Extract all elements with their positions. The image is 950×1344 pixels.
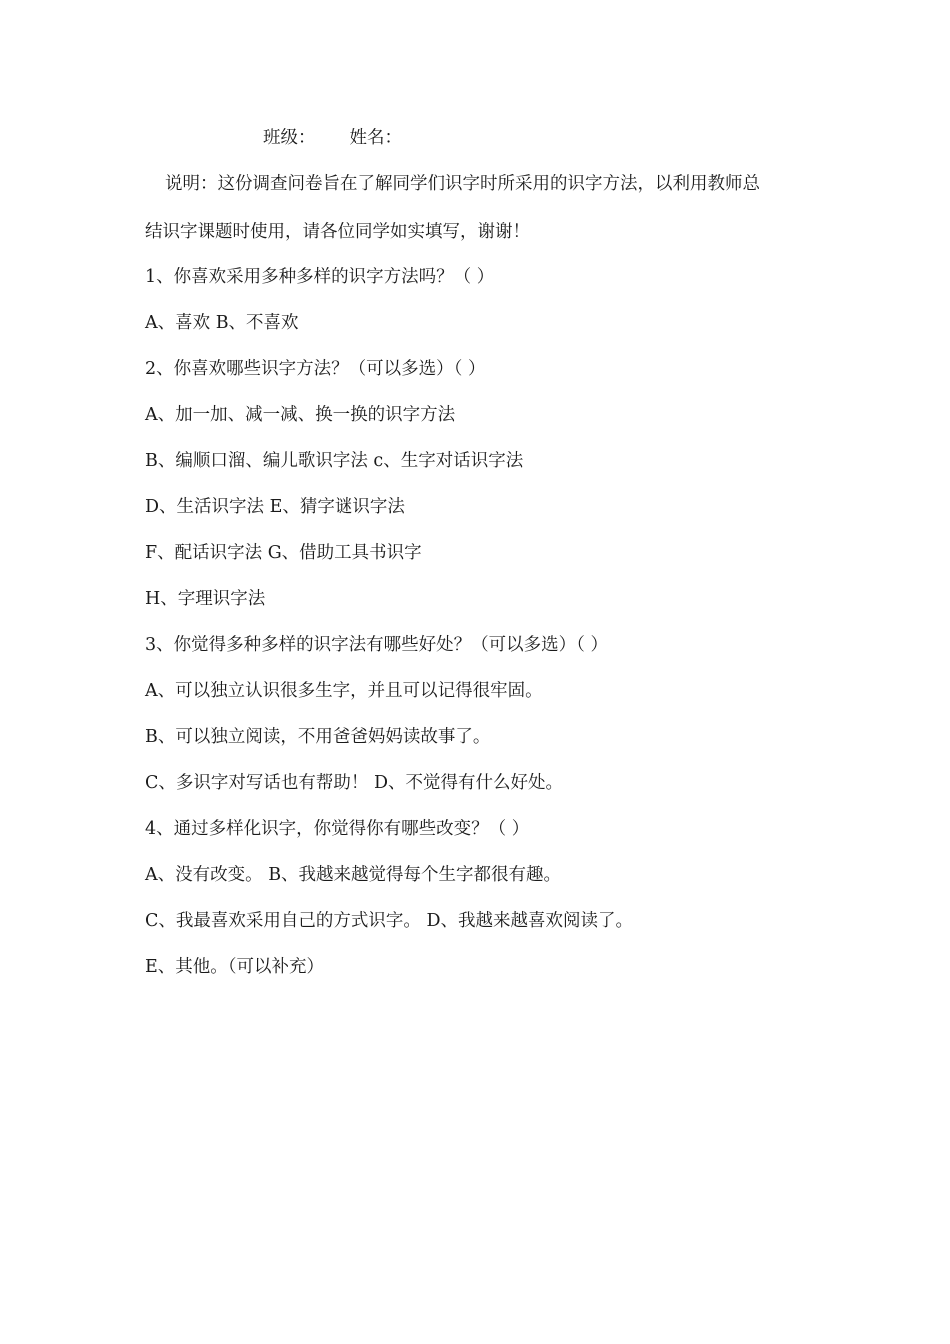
name-label: 姓名： [349,128,402,148]
question-4: 4、通过多样化识字，你觉得你有哪些改变？（ ） [145,819,530,839]
question-1: 1、你喜欢采用多种多样的识字方法吗？（ ） [145,267,495,287]
q2-option-line: F、配话识字法 G、借助工具书识字 [145,543,422,563]
q2-option-line: B、编顺口溜、编儿歌识字法 c、生字对话识字法 [145,451,524,471]
q1-option-line: A、喜欢 B、不喜欢 [145,313,299,333]
q2-option-line: D、生活识字法 E、猜字谜识字法 [145,497,405,517]
q4-option-line: A、没有改变。 B、我越来越觉得每个生字都很有趣。 [145,865,562,885]
class-label: 班级： [263,128,316,148]
intro-line-2: 结识字课题时使用，请各位同学如实填写，谢谢！ [145,222,530,242]
q4-option-line: C、我最喜欢采用自己的方式识字。 D、我越来越喜欢阅读了。 [145,911,633,931]
q3-option-line: C、多识字对写话也有帮助！ D、不觉得有什么好处。 [145,773,563,793]
intro-line-1: 说明：这份调查问卷旨在了解同学们识字时所采用的识字方法，以利用教师总 [165,174,760,194]
q4-option-line: E、其他。（可以补充） [145,957,325,977]
q3-option-line: A、可以独立认识很多生字，并且可以记得很牢固。 [145,681,543,701]
question-2: 2、你喜欢哪些识字方法？（可以多选）（ ） [145,359,486,379]
header-fields [263,126,402,150]
q2-option-line: H、字理识字法 [145,589,266,609]
q2-option-line: A、加一加、减一减、换一换的识字方法 [145,405,456,425]
q3-option-line: B、可以独立阅读，不用爸爸妈妈读故事了。 [145,727,491,747]
question-3: 3、你觉得多种多样的识字法有哪些好处？（可以多选）（ ） [145,635,608,655]
